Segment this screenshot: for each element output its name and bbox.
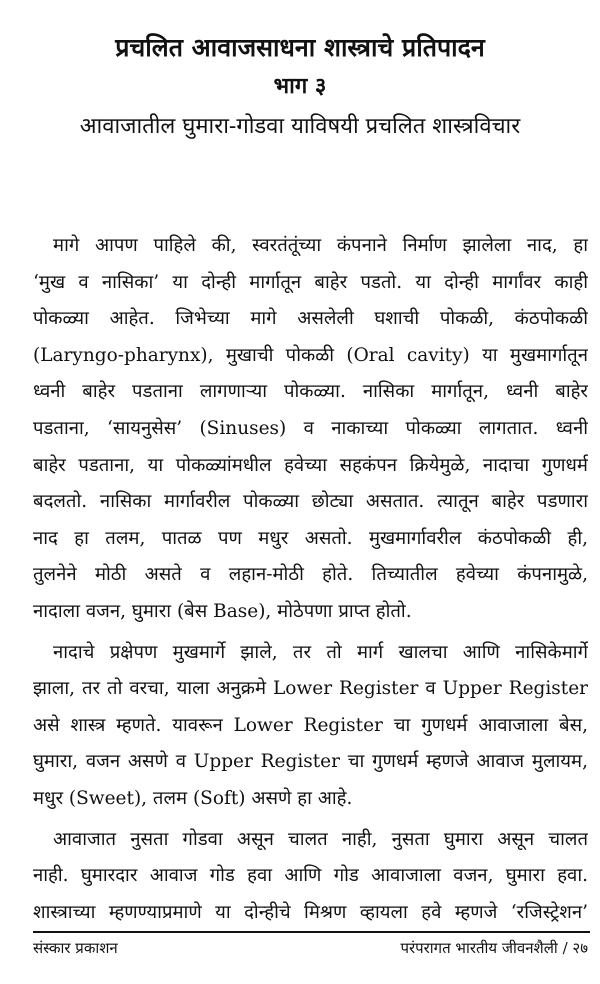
text-line: ‘मुख व नासिका’ या दोन्ही मार्गातून बाहेर पडतो. या दोन्ही मार्गांवर काही bbox=[33, 271, 588, 293]
text-line: शास्त्राच्या म्हणण्याप्रमाणे या दोन्हीचे मिश्रण व्हायला हवे म्हणजे ‘रजिस्ट्रेशन’ bbox=[33, 901, 588, 923]
text-line: तुलनेने मोठी असते व लहान-मोठी होते. तिच्यातील हवेच्या कंपनामुळे, bbox=[33, 564, 588, 586]
text-line: नादाला वजन, घुमारा (बेस Base), मोठेपणा प्राप्त होतो. bbox=[33, 600, 412, 622]
paragraph bbox=[33, 228, 588, 631]
text-line: नाद हा तलम, पातळ पण मधुर असतो. मुखमार्गावरील कंठपोकळी ही, bbox=[33, 527, 588, 549]
footer-divider bbox=[33, 931, 590, 933]
text-line: बाहेर पडताना, या पोकळ्यांमधील हवेच्या सहकंपन क्रियेमुळे, नादाचा गुणधर्म bbox=[33, 454, 588, 476]
text-line: नादाचे प्रक्षेपण मुखमार्गे झाले, तर तो मार्ग खालचा आणि नासिकेमार्गे bbox=[53, 641, 588, 663]
book-title-page-number: परंपरागत भारतीय जीवनशैली / २७ bbox=[400, 939, 588, 957]
text-line: पोकळ्या आहेत. जिभेच्या मागे असलेली घशाची पोकळी, कंठपोकळी bbox=[33, 308, 588, 330]
body-text bbox=[33, 228, 588, 931]
text-line: पडताना, ‘सायनुसेस’ (Sinuses) व नाकाच्या पोकळ्या लागतात. ध्वनी bbox=[33, 417, 588, 439]
text-line: ध्वनी बाहेर पडताना लागणाऱ्या पोकळ्या. नासिका मार्गातून, ध्वनी बाहेर bbox=[33, 381, 588, 403]
paragraph bbox=[33, 822, 588, 932]
text-line: मधुर (Sweet), तलम (Soft) असणे हा आहे. bbox=[33, 787, 353, 809]
paragraph bbox=[33, 635, 588, 818]
text-line: झाला, तर तो वरचा, याला अनुक्रमे Lower Register व Upper Register bbox=[33, 678, 588, 700]
text-line: घुमारा, वजन असणे व Upper Register चा गुणधर्म म्हणजे आवाज मुलायम, bbox=[33, 751, 588, 773]
text-line: नाही. घुमारदार आवाज गोड हवा आणि गोड आवाजाला वजन, घुमारा हवा. bbox=[33, 865, 588, 887]
text-line: बदलतो. नासिका मार्गावरील पोकळ्या छोट्या असतात. त्यातून बाहेर पडणारा bbox=[33, 491, 588, 513]
text-line: आवाजात नुसता गोडवा असून चालत नाही, नुसता घुमारा असून चालत bbox=[53, 828, 588, 850]
section-subtitle: आवाजातील घुमारा-गोडवा याविषयी प्रचलित शास्त्रविचार bbox=[79, 114, 521, 139]
chapter-title: प्रचलित आवाजसाधना शास्त्राचे प्रतिपादन bbox=[115, 33, 485, 62]
publisher-name: संस्कार प्रकाशन bbox=[33, 939, 118, 957]
part-number: भाग ३ bbox=[273, 73, 327, 99]
text-line: (Laryngo-pharynx), मुखाची पोकळी (Oral cavity) या मुखमार्गातून bbox=[33, 344, 588, 366]
text-line: असे शास्त्र म्हणते. यावरून Lower Register चा गुणधर्म आवाजाला बेस, bbox=[33, 714, 588, 736]
text-line: मागे आपण पाहिले की, स्वरतंतूंच्या कंपनाने निर्माण झालेला नाद, हा bbox=[53, 235, 588, 256]
